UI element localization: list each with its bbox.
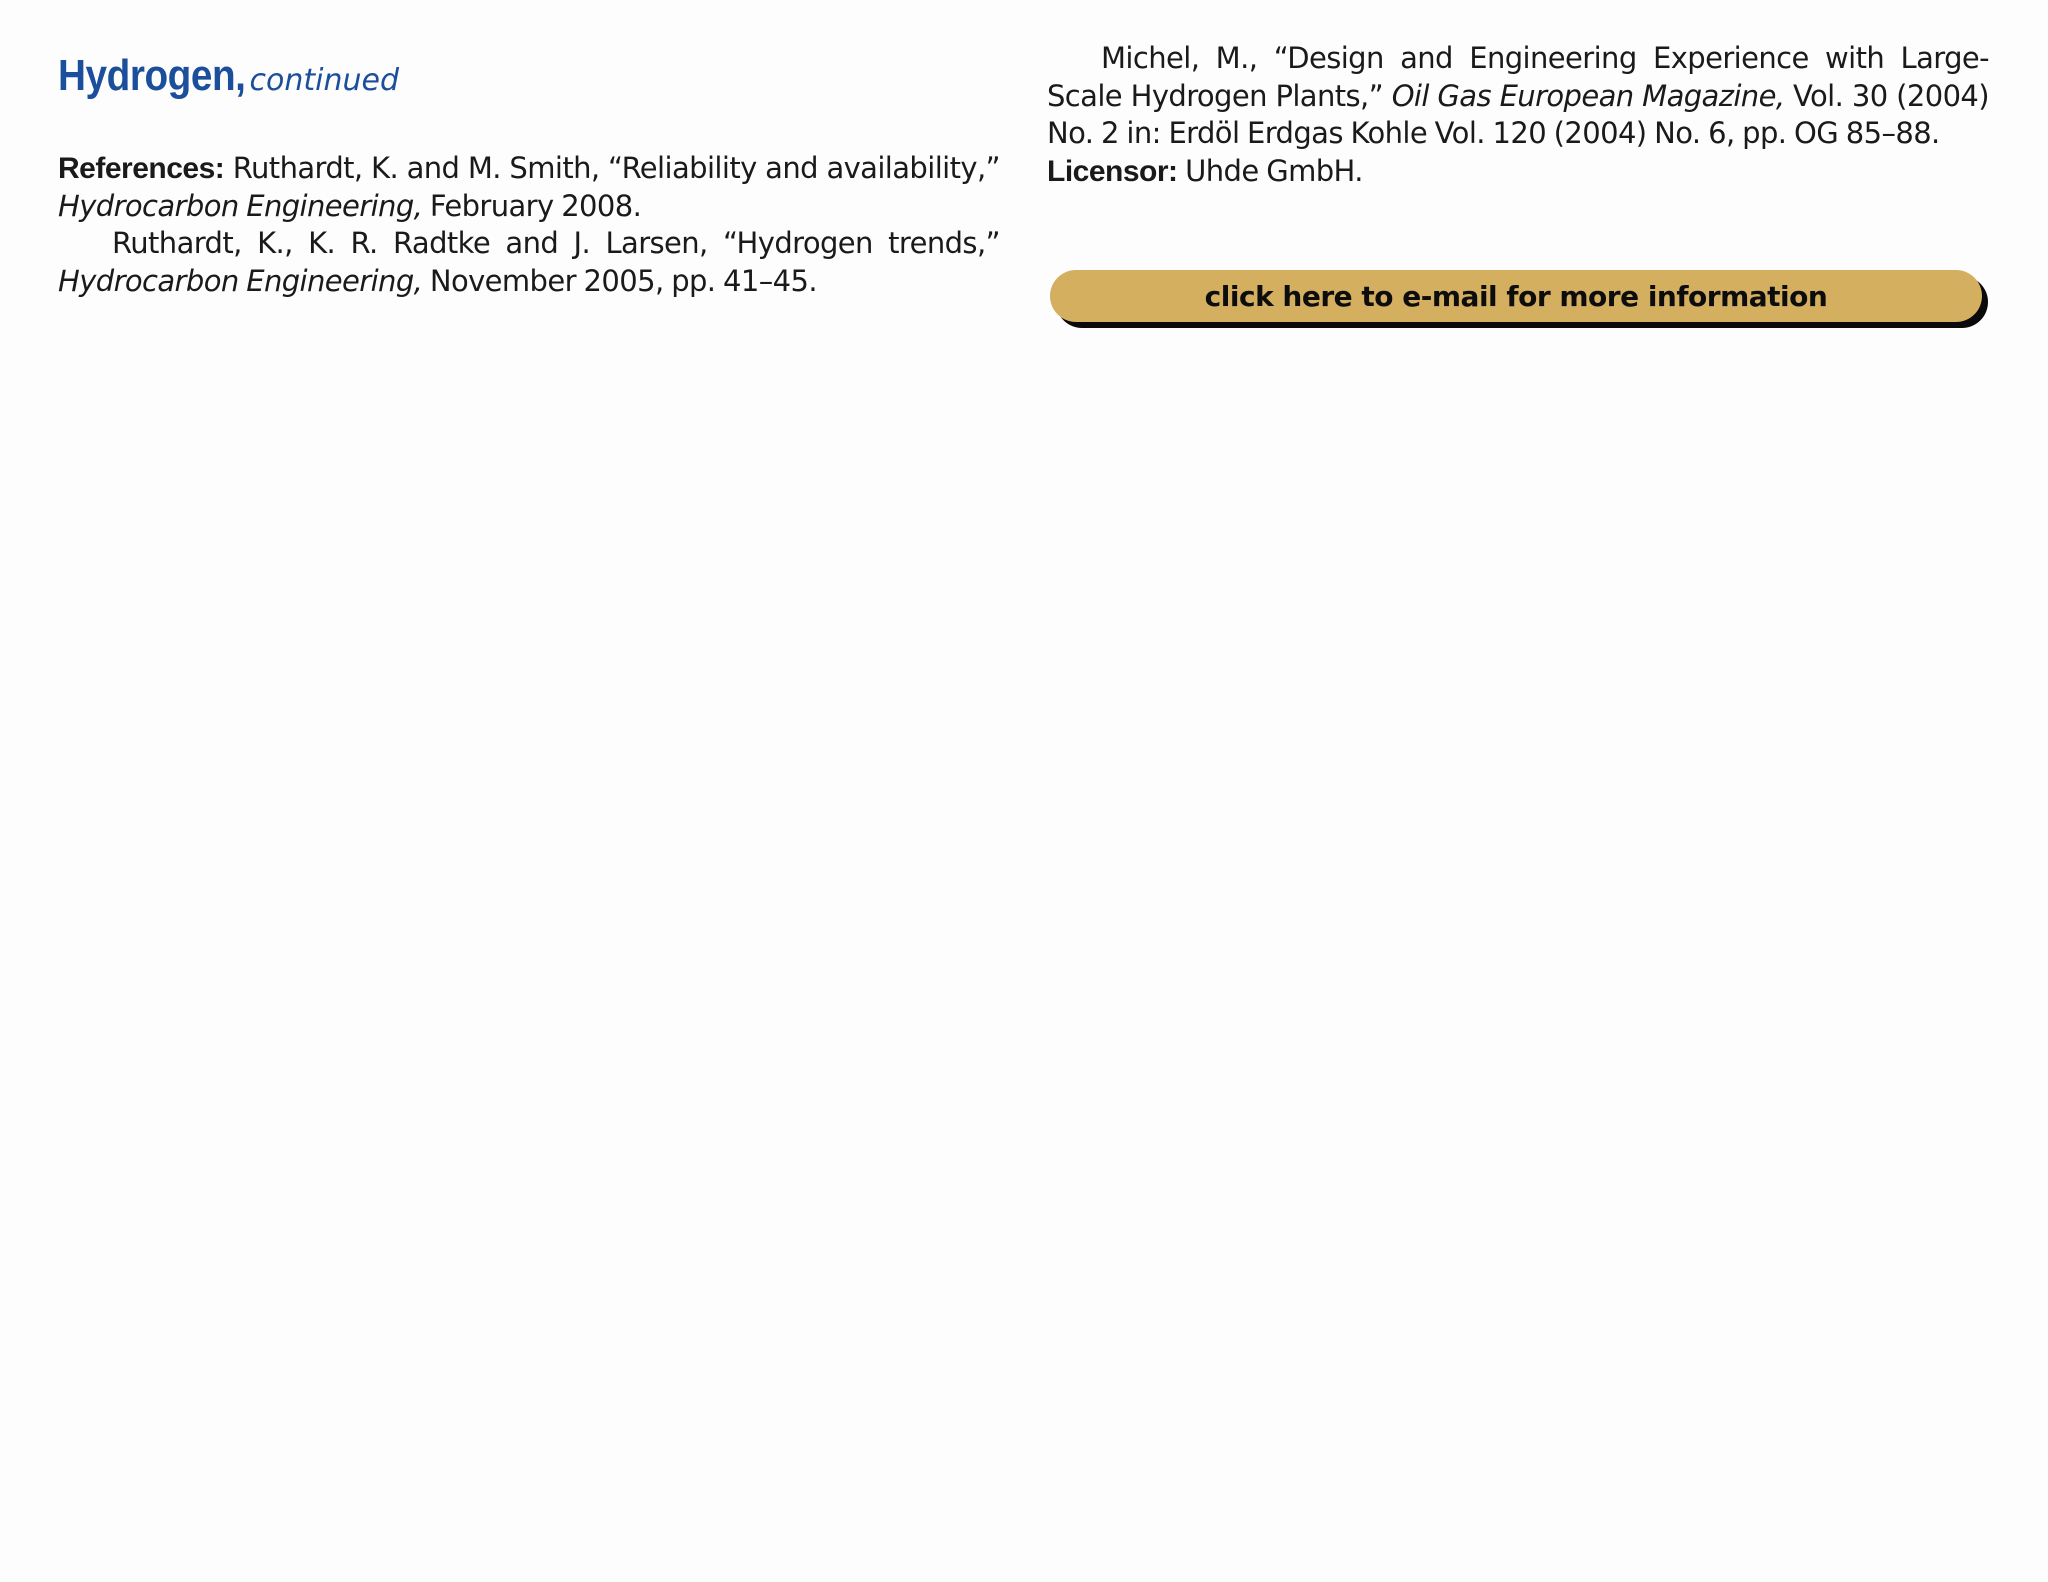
reference-3-text-b: Vol. 30 (2004) No. 2 in: Erdöl Erdgas Kohle Vol. 120 (2004) No. 6, pp. OG 85–88. — [1047, 78, 1989, 150]
reference-1-journal: Hydrocarbon Engineering, — [58, 188, 423, 223]
licensor-line — [1047, 153, 1989, 191]
reference-1 — [58, 150, 1000, 225]
reference-2-text-a: Ruthardt, K., K. R. Radtke and J. Larsen, “Hydrogen trends,” — [112, 226, 1000, 260]
reference-3-journal: Oil Gas European Magazine, — [1391, 78, 1785, 113]
reference-3 — [1047, 40, 1989, 153]
title-main: Hydrogen, — [58, 51, 246, 100]
licensor-value: Uhde GmbH. — [1177, 153, 1363, 188]
email-info-button-label: click here to e-mail for more information — [1204, 279, 1828, 313]
left-column — [58, 46, 1000, 300]
right-column — [1047, 40, 1989, 190]
reference-2-journal: Hydrocarbon Engineering, — [58, 263, 423, 298]
title-continued: continued — [249, 63, 400, 98]
reference-1-text-b: February 2008. — [422, 188, 642, 223]
references-label: References: — [58, 152, 225, 185]
reference-3-text-a: Michel, M., “Design and Engineering Experience with Large-Scale Hydrogen Plants,” — [1047, 41, 1989, 113]
licensor-label: Licensor: — [1047, 154, 1178, 188]
section-title — [58, 46, 1000, 106]
reference-2-text-b: November 2005, pp. 41–45. — [422, 263, 817, 298]
email-info-button[interactable] — [1050, 270, 1982, 322]
reference-2 — [58, 225, 1000, 300]
reference-1-text-a: Ruthardt, K. and M. Smith, “Reliability and availability,” — [232, 151, 1000, 185]
